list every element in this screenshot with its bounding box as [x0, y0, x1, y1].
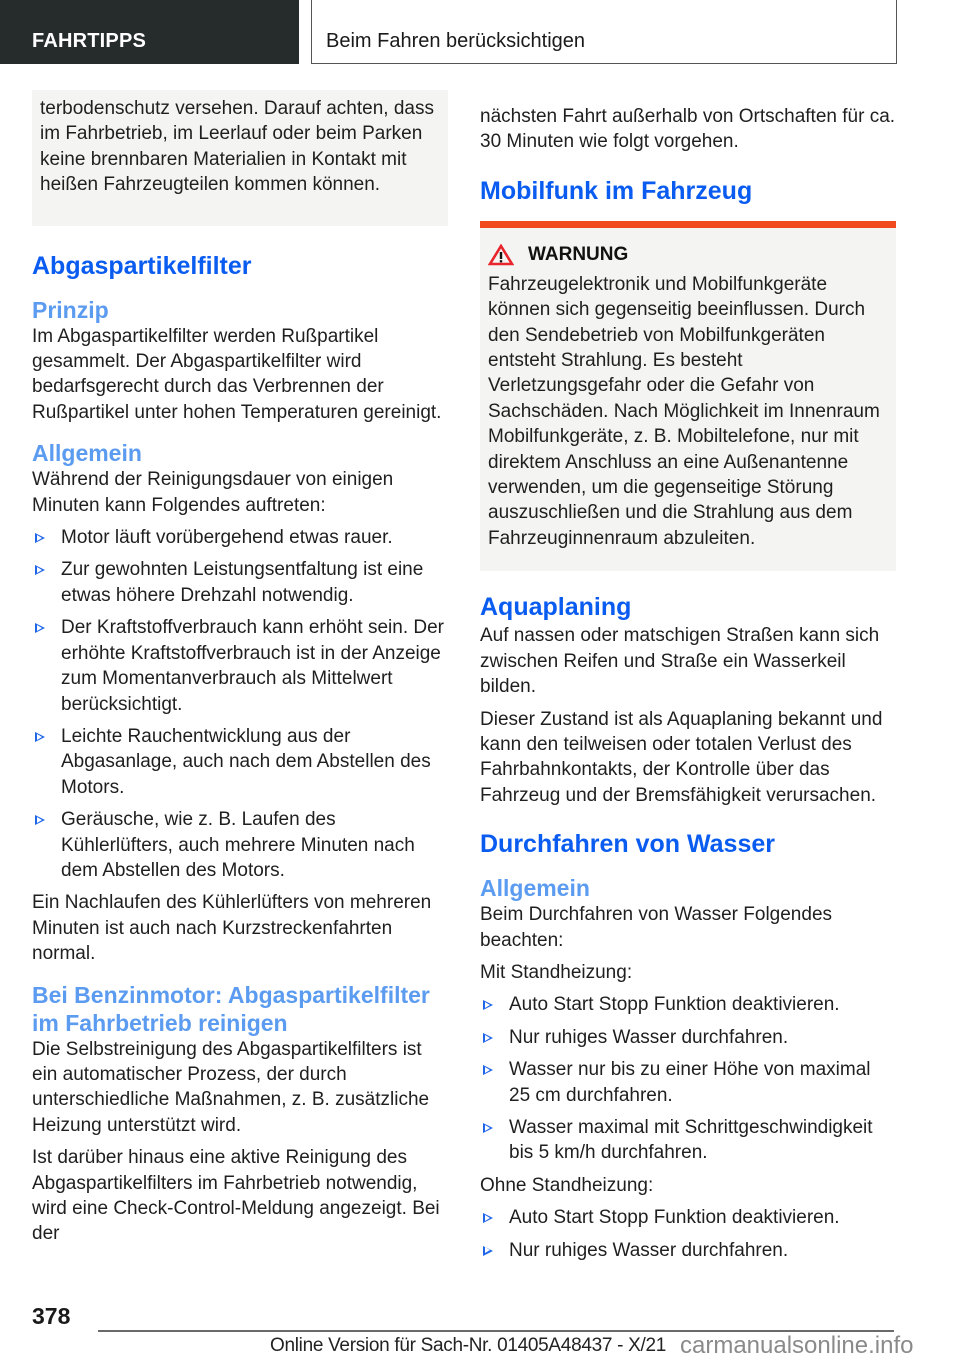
heading-abgaspartikelfilter: Abgaspartikelfilter — [32, 251, 252, 280]
list-item: Auto Start Stopp Funktion deaktivieren. — [480, 992, 896, 1017]
prinzip-text: Im Abgaspartikelfilter werden Rußpartikel gesammelt. Der Abgaspartikelfilter wird bedarfsgerecht durch das Verbrennen der Rußpartikel unter hohen Temperaturen gereinigt. — [32, 325, 442, 423]
ohne-standheizung-list — [480, 1205, 896, 1263]
aquaplaning-paragraph-2: Dieser Zustand ist als Aquaplaning bekannt und kann den teilweisen oder totalen Verlust des Fahrbahnkontakts, der Kontrolle über das Fahrzeug und der Bremsfähigkeit verursachen. — [480, 708, 883, 806]
aquaplaning-paragraph-1: Auf nassen oder matschigen Straßen kann sich zwischen Reifen und Straße ein Wasserkeil bilden. — [480, 625, 880, 698]
triangle-bullet-icon — [35, 533, 45, 543]
triangle-bullet-icon — [483, 1123, 493, 1133]
continued-note-text: terbodenschutz versehen. Darauf achten, dass im Fahrbetrieb, im Leerlauf oder beim Parken keine brennbaren Materialien in Kontakt mit heißen Fahrzeugteilen kommen können. — [40, 98, 434, 196]
triangle-bullet-icon — [483, 1000, 493, 1010]
triangle-bullet-icon — [483, 1065, 493, 1075]
warning-box — [480, 221, 896, 571]
heading-aquaplaning: Aquaplaning — [480, 593, 632, 622]
subheading-benzinmotor: Bei Benzinmotor: Abgaspartikelfilter im Fahrbetrieb reinigen — [32, 981, 430, 1036]
section-title: FAHRTIPPS — [32, 30, 147, 52]
list-item: Wasser maximal mit Schrittgeschwindigkeit bis 5 km/h durchfahren. — [480, 1115, 896, 1166]
continued-note-box — [32, 90, 448, 226]
allgemein-outro: Ein Nachlaufen des Kühlerlüfters von mehreren Minuten ist auch nach Kurzstreckenfahrten normal. — [32, 892, 432, 965]
page-number: 378 — [32, 1303, 71, 1329]
benzin-paragraph-1: Die Selbstreinigung des Abgaspartikelfilters ist ein automatischer Prozess, der durch unterschiedliche Maßnahmen, z. B. zusätzliche Heizung unterstützt wird. — [32, 1038, 430, 1136]
triangle-bullet-icon — [35, 565, 45, 575]
list-item: Der Kraftstoffverbrauch kann erhöht sein. Der erhöhte Kraftstoffverbrauch ist in der Anzeige zum Momentanverbrauch als Mittelwert berücksichtigt. — [32, 615, 448, 717]
list-item: Nur ruhiges Wasser durchfahren. — [480, 1238, 896, 1263]
list-item: Auto Start Stopp Funktion deaktivieren. — [480, 1205, 896, 1230]
list-item: Motor läuft vorübergehend etwas rauer. — [32, 525, 448, 550]
chapter-title: Beim Fahren berücksichtigen — [326, 30, 586, 52]
allgemein-intro: Während der Reinigungsdauer von einigen Minuten kann Folgendes auftreten: — [32, 469, 394, 516]
chapter-header — [311, 0, 897, 64]
triangle-bullet-icon — [35, 623, 45, 633]
list-item: Wasser nur bis zu einer Höhe von maximal 25 cm durchfahren. — [480, 1057, 896, 1108]
warning-text: Fahrzeugelektronik und Mobilfunkgeräte können sich gegenseitig beeinflussen. Durch den Sendebetrieb von Mobilfunkgeräten entsteht Strahlung. Es besteht Verletzungsgefahr oder die Gefahr von Sachschäden. Nach Möglichkeit im Innenraum Mobilfunkgeräte, z. B. Mobiltelefone, nur mit direktem Anschluss an eine Außenantenne verwenden, um die gegenseitige Störung auszuschließen und die Strahlung aus dem Fahrzeuginnenraum abzuleiten. — [488, 273, 880, 549]
triangle-bullet-icon — [35, 732, 45, 742]
triangle-bullet-icon — [483, 1213, 493, 1223]
subheading-prinzip: Prinzip — [32, 296, 109, 323]
list-item: Geräusche, wie z. B. Laufen des Kühlerlüfters, auch mehrere Minuten nach dem Abstellen des Motors. — [32, 807, 448, 883]
ohne-standheizung-label: Ohne Standheizung: — [480, 1174, 654, 1196]
subheading-allgemein: Allgemein — [32, 440, 142, 467]
right-column — [480, 90, 896, 1270]
subheading-wasser-allgemein: Allgemein — [480, 875, 590, 902]
list-item: Zur gewohnten Leistungsentfaltung ist eine etwas höhere Drehzahl notwendig. — [32, 557, 448, 608]
benzin-paragraph-2: Ist darüber hinaus eine aktive Reinigung des Abgaspartikelfilters im Fahrbetrieb notwendig, wird eine Check-Control-Meldung angezeigt. Bei der — [32, 1147, 440, 1245]
list-item: Nur ruhiges Wasser durchfahren. — [480, 1025, 896, 1050]
watermark: carmanualsonline.info — [680, 1332, 914, 1359]
wasser-intro: Beim Durchfahren von Wasser Folgendes beachten: — [480, 904, 833, 951]
footer-version-text: Online Version für Sach-Nr. 01405A48437 - X/21 — [270, 1335, 667, 1356]
mit-standheizung-label: Mit Standheizung: — [480, 961, 633, 983]
triangle-bullet-icon — [483, 1033, 493, 1043]
list-item: Leichte Rauchentwicklung aus der Abgasanlage, auch nach dem Abstellen des Motors. — [32, 724, 448, 800]
left-column — [32, 90, 448, 1254]
allgemein-bullet-list — [32, 525, 448, 883]
section-tab — [0, 0, 299, 64]
heading-durchfahren-wasser: Durchfahren von Wasser — [480, 830, 775, 859]
heading-mobilfunk: Mobilfunk im Fahrzeug — [480, 176, 753, 205]
warning-triangle-icon — [488, 244, 514, 266]
triangle-bullet-icon — [483, 1246, 493, 1256]
mit-standheizung-list — [480, 992, 896, 1165]
warning-header — [488, 244, 888, 266]
continued-text: nächsten Fahrt außerhalb von Ortschaften für ca. 30 Minuten wie folgt vorgehen. — [480, 106, 896, 153]
triangle-bullet-icon — [35, 815, 45, 825]
warning-label: WARNUNG — [528, 243, 629, 265]
